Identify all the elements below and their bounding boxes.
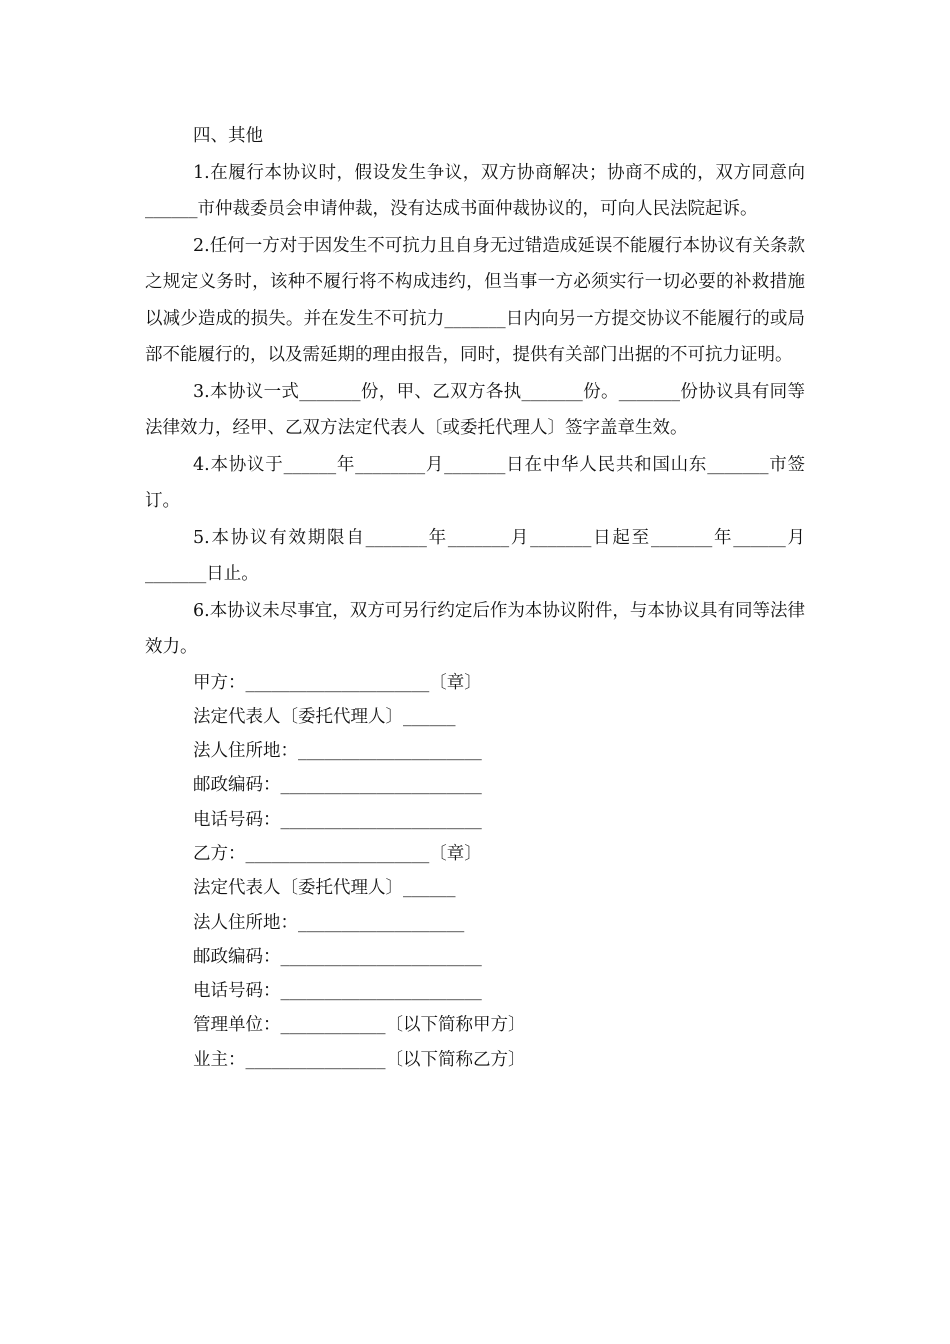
clause-4: 4.本协议于______年________月_______日在中华人民共和国山东_______市签订。 bbox=[145, 454, 805, 511]
party-b-representative-line: 法定代表人〔委托代理人〕______ bbox=[193, 878, 456, 899]
management-unit-line: 管理单位：____________〔以下简称甲方〕 bbox=[193, 1015, 526, 1036]
section-title: 四、其他 bbox=[193, 126, 263, 146]
clause-1: 1.在履行本协议时，假设发生争议，双方协商解决；协商不成的，双方同意向______市仲裁委员会申请仲裁，没有达成书面仲裁协议的，可向人民法院起诉。 bbox=[145, 162, 805, 219]
party-a-postcode-line: 邮政编码：_______________________ bbox=[193, 775, 482, 796]
owner-line: 业主：________________〔以下简称乙方〕 bbox=[193, 1049, 526, 1070]
party-b-phone-line: 电话号码：_______________________ bbox=[193, 981, 482, 1002]
party-a-representative-line: 法定代表人〔委托代理人〕______ bbox=[193, 706, 456, 727]
party-a-phone-line: 电话号码：_______________________ bbox=[193, 809, 482, 830]
clause-6: 6.本协议未尽事宜，双方可另行约定后作为本协议附件，与本协议具有同等法律效力。 bbox=[145, 600, 805, 657]
party-b-name-line: 乙方：_____________________〔章〕 bbox=[193, 843, 482, 864]
party-b-postcode-line: 邮政编码：_______________________ bbox=[193, 946, 482, 967]
clause-5: 5.本协议有效期限自_______年_______月_______日起至_______年______月_______日止。 bbox=[145, 527, 805, 584]
clause-3: 3.本协议一式_______份，甲、乙双方各执_______份。_______份协议具有同等法律效力，经甲、乙双方法定代表人〔或委托代理人〕签字盖章生效。 bbox=[145, 381, 805, 438]
party-b-address-line: 法人住所地：___________________ bbox=[193, 912, 465, 933]
clause-2: 2.任何一方对于因发生不可抗力且自身无过错造成延误不能履行本协议有关条款之规定义务时，该种不履行将不构成违约，但当事一方必须实行一切必要的补救措施以减少造成的损失。并在发生不可抗力_______日内向另一方提交协议不能履行的或局部不能履行的，以及需延期的理由报告，同时，提供有关部门出据的不可抗力证明。 bbox=[145, 235, 805, 365]
party-a-address-line: 法人住所地：_____________________ bbox=[193, 741, 482, 762]
party-a-name-line: 甲方：_____________________〔章〕 bbox=[193, 672, 482, 693]
document-body bbox=[145, 118, 805, 1077]
